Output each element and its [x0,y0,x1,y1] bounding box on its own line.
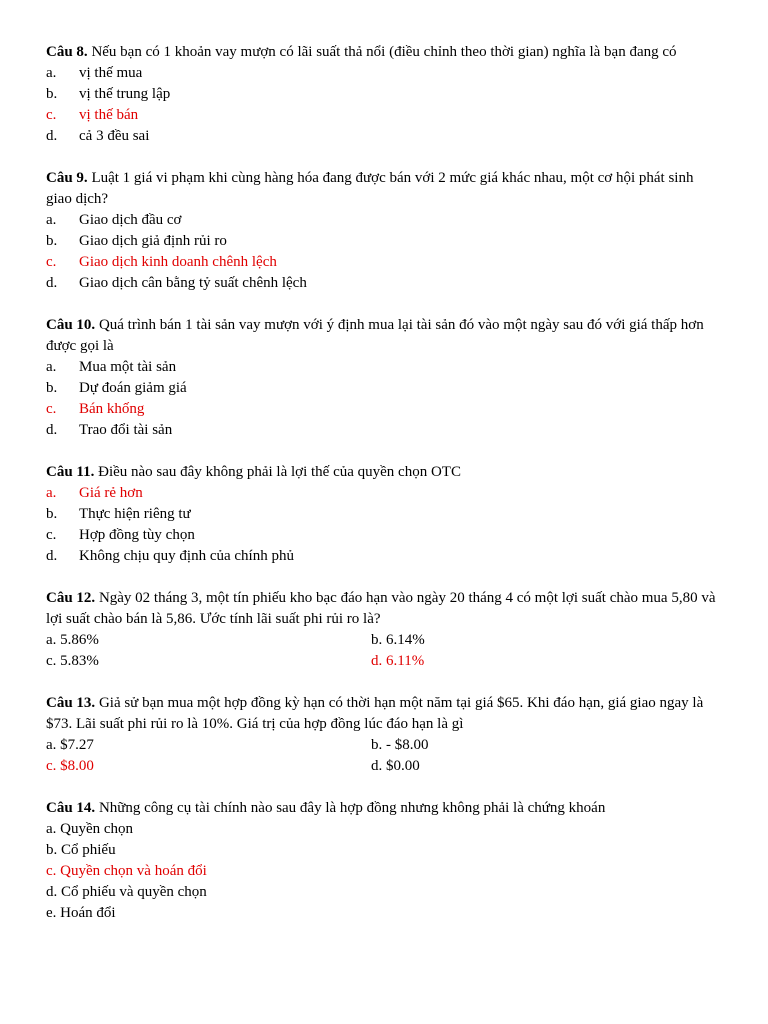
option-a-correct [46,483,722,504]
option-b [46,231,722,252]
option-text: Thực hiện riêng tư [79,506,191,522]
option-label: c. [46,401,57,417]
question-body: Nếu bạn có 1 khoản vay mượn có lãi suất thả nổi (điều chỉnh theo thời gian) nghĩa là bạn đang có [87,44,677,60]
question-text [46,462,722,483]
question-10 [46,315,722,441]
options-row [46,735,722,756]
option-label: d. [46,548,58,564]
option-label: d. [46,128,58,144]
option-text: Giá rẻ hơn [79,485,143,501]
question-title: Câu 11. [46,464,95,480]
options-row [46,756,722,777]
question-11 [46,462,722,567]
option-c-correct [46,399,722,420]
option-c-correct [46,252,722,273]
option-label: c. [46,527,57,543]
option-c [46,525,722,546]
question-body: Luật 1 giá vi phạm khi cùng hàng hóa đang được bán với 2 mức giá khác nhau, một cơ hội phát sinh giao dịch? [46,170,694,207]
option-label: d. [46,422,58,438]
option-b: b. 6.14% [371,632,425,648]
option-text: Giao dịch cân bằng tỷ suất chênh lệch [79,275,307,291]
option-text: Trao đổi tài sản [79,422,173,438]
option-b: b. Cổ phiếu [46,842,116,858]
question-text [46,168,722,210]
option-a [46,210,722,231]
question-text [46,693,722,735]
option-d [46,273,722,294]
option-c: c. 5.83% [46,653,99,669]
option-text: vị thế bán [79,107,139,123]
option-label: a. [46,359,57,375]
question-title: Câu 8. [46,44,88,60]
question-title: Câu 9. [46,170,88,186]
question-body: Những công cụ tài chính nào sau đây là hợp đồng nhưng không phải là chứng khoán [95,800,606,816]
question-body: Điều nào sau đây không phải là lợi thế của quyền chọn OTC [94,464,461,480]
question-body: Ngày 02 tháng 3, một tín phiếu kho bạc đáo hạn vào ngày 20 tháng 4 có một lợi suất chào mua 5,80 và lợi suất chào bán là 5,86. Ước tính lãi suất phi rủi ro là? [46,590,716,627]
question-body: Quá trình bán 1 tài sản vay mượn với ý định mua lại tài sản đó vào một ngày sau đó với giá thấp hơn được gọi là [46,317,704,354]
option-b: b. - $8.00 [371,737,429,753]
question-title: Câu 13. [46,695,96,711]
option-d: d. Cổ phiếu và quyền chọn [46,884,207,900]
option-label: b. [46,233,58,249]
option-c-correct: c. Quyền chọn và hoán đổi [46,863,207,879]
option-label: b. [46,506,58,522]
option-c-correct: c. $8.00 [46,758,94,774]
option-b [46,504,722,525]
question-title: Câu 14. [46,800,96,816]
option-d [46,126,722,147]
option-a [46,357,722,378]
question-8 [46,42,722,147]
option-label: a. [46,65,57,81]
option-text: Bán khống [79,401,145,417]
question-13 [46,693,722,777]
option-text: Hợp đồng tùy chọn [79,527,195,543]
option-c-correct [46,105,722,126]
option-text: Mua một tài sản [79,359,177,375]
question-text [46,588,722,630]
question-text [46,315,722,357]
option-text: vị thế trung lập [79,86,171,102]
question-9 [46,168,722,294]
question-12 [46,588,722,672]
question-title: Câu 12. [46,590,96,606]
option-b [46,84,722,105]
option-text: Không chịu quy định của chính phủ [79,548,294,564]
option-text: vị thế mua [79,65,143,81]
option-a: a. 5.86% [46,632,99,648]
question-title: Câu 10. [46,317,96,333]
option-a: a. $7.27 [46,737,94,753]
option-d-correct: d. 6.11% [371,653,425,669]
option-text: Dự đoán giảm giá [79,380,187,396]
option-text: Giao dịch kinh doanh chênh lệch [79,254,277,270]
question-14 [46,798,722,924]
option-d: d. $0.00 [371,758,420,774]
option-text: Giao dịch giả định rủi ro [79,233,227,249]
options-row [46,651,722,672]
option-d [46,420,722,441]
option-label: a. [46,212,57,228]
question-body: Giả sử bạn mua một hợp đồng kỳ hạn có thời hạn một năm tại giá $65. Khi đáo hạn, giá giao ngay là $73. Lãi suất phi rủi ro là 10%. Giá trị của hợp đồng lúc đáo hạn là gì [46,695,704,732]
option-label: b. [46,86,58,102]
option-label: c. [46,254,57,270]
option-label: a. [46,485,57,501]
option-d [46,546,722,567]
question-text [46,798,722,819]
option-e: e. Hoán đổi [46,905,116,921]
option-a [46,63,722,84]
option-label: d. [46,275,58,291]
question-text [46,42,722,63]
option-b [46,378,722,399]
option-label: b. [46,380,58,396]
option-text: cả 3 đều sai [79,128,150,144]
option-label: c. [46,107,57,123]
options-row [46,630,722,651]
option-text: Giao dịch đầu cơ [79,212,182,228]
option-a: a. Quyền chọn [46,821,134,837]
